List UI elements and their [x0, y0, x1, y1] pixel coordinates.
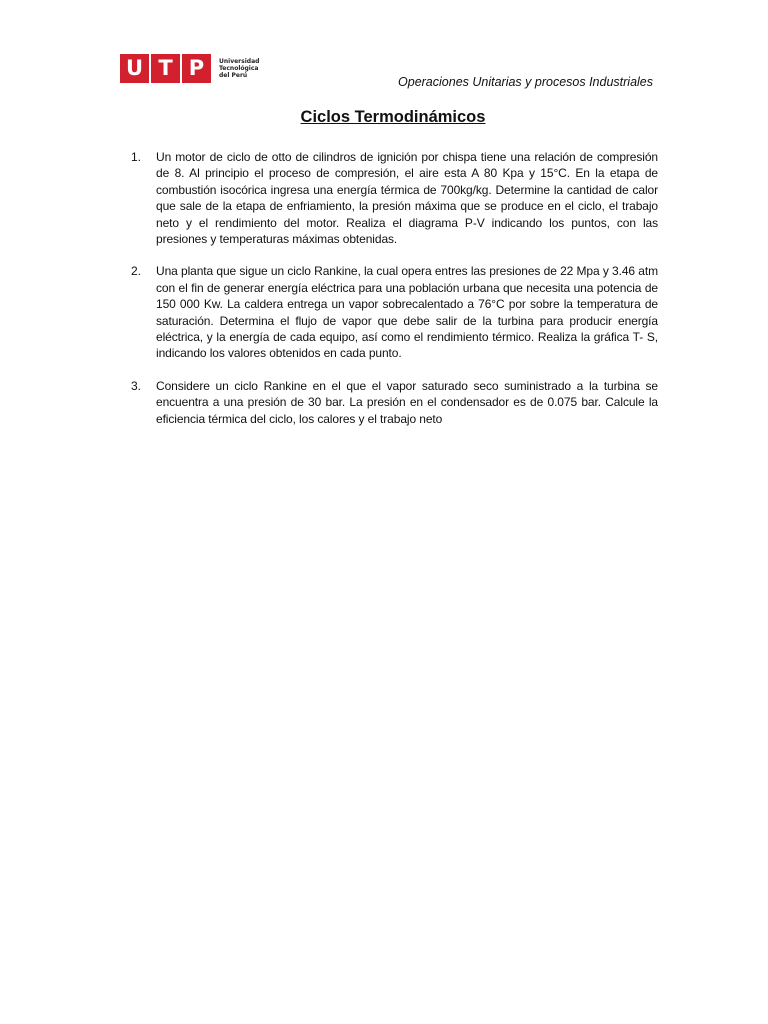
problem-text: Una planta que sigue un ciclo Rankine, la cual opera entres las presiones de 22 Mpa y 3.46 atm con el fin de generar energía eléctrica para una población urbana que necesita una potencia de 150 000 Kw. La caldera entrega un vapor sobrecalentado a 76°C por sobre la temperatura de saturación. Determina el flujo de vapor que debe salir de la turbina para producir energía eléctrica, y la energía de cada equipo, así como el rendimiento térmico. Realiza la gráfica T- S, indicando los valores obtenidos en cada punto.	[156, 264, 658, 361]
utp-logo	[120, 53, 259, 83]
problem-list	[131, 149, 658, 443]
problem-number: 2.	[131, 264, 142, 279]
problem-number: 3.	[131, 378, 142, 393]
logo-text	[219, 58, 259, 79]
problem-item	[131, 149, 658, 247]
problem-item	[131, 378, 658, 427]
logo-text-line-2: Tecnológica	[219, 64, 259, 72]
problem-item	[131, 263, 658, 361]
logo-text-line-1: Universidad	[219, 57, 260, 65]
problem-text: Considere un ciclo Rankine en el que el vapor saturado seco suministrado a la turbina se encuentra a una presión de 30 bar. La presión en el condensador es de 0.075 bar. Calcule la eficiencia térmica del ciclo, los calores y el trabajo neto	[156, 378, 658, 426]
logo-letter-u: U	[120, 54, 149, 83]
logo-letter-t: T	[151, 54, 180, 83]
problem-text: Un motor de ciclo de otto de cilindros de ignición por chispa tiene una relación de compresión de 8. Al principio el proceso de compresión, el aire esta A 80 Kpa y 15°C. En la etapa de combustión isocórica ingresa una energía térmica de 700kg/kg. Determine la cantidad de calor que sale de la etapa de enfriamiento, la presión máxima que se produce en el ciclo, el trabajo neto y el rendimiento del motor. Realiza el diagrama P-V indicando los puntos, con las presiones y temperaturas máximas obtenidas.	[156, 150, 658, 247]
course-title: Operaciones Unitarias y procesos Industriales	[398, 75, 653, 89]
logo-text-line-3: del Perú	[219, 71, 248, 79]
logo-letter-p: P	[182, 54, 211, 83]
page-title: Ciclos Termodinámicos	[300, 108, 486, 126]
problem-number: 1.	[131, 150, 142, 164]
